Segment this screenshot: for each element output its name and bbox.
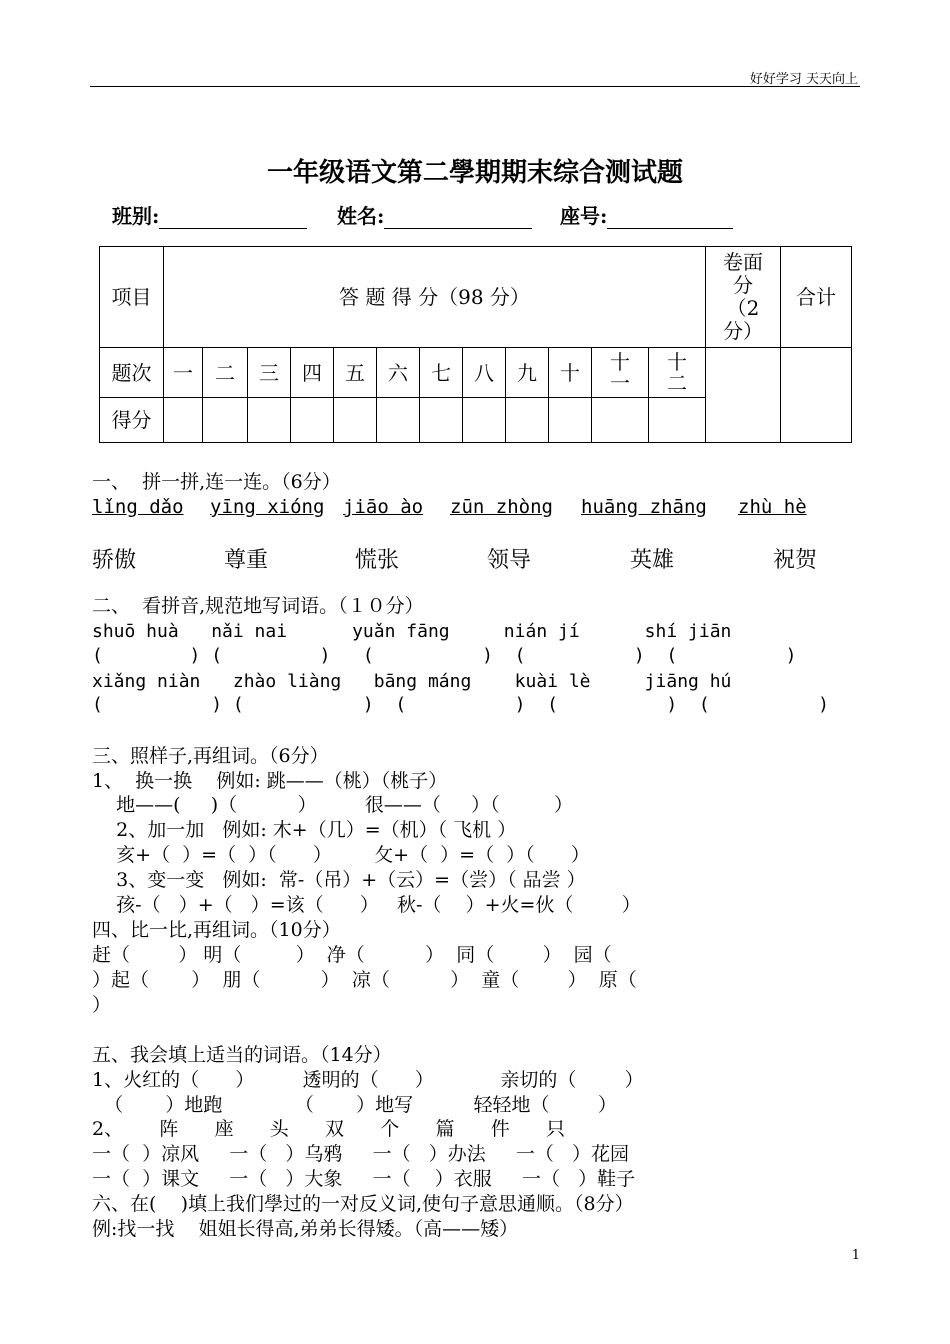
pinyin-3: jiāo ào: [343, 496, 424, 518]
section3-line[interactable]: 地——( )（ ） 很——（ ）（ ）: [92, 794, 573, 816]
question-cell: 七: [420, 348, 463, 398]
score-cell[interactable]: [334, 398, 377, 443]
section5-line[interactable]: 1、火红的（ ） 透明的（ ） 亲切的（ ）: [92, 1069, 644, 1091]
section3-heading: 三、照样子,再组词。（6分）: [92, 745, 329, 767]
pinyin-2: yīng xióng: [210, 496, 325, 518]
pinyin-5: huāng zhāng: [581, 496, 707, 518]
section2-heading: 二、 看拼音,规范地写词语。（１０分）: [92, 595, 424, 617]
score-label: 得分: [100, 398, 164, 443]
question-cell: 六: [377, 348, 420, 398]
score-cell[interactable]: [649, 398, 706, 443]
answer-score-header: 答 题 得 分（98 分）: [164, 247, 706, 348]
question-cell: 十 一: [592, 348, 649, 398]
section3-line[interactable]: 孩-（ ）+（ ）=该（ ） 秋-（ ）+火=伙（ ）: [92, 894, 641, 916]
answer-row-2[interactable]: ( ) ( ) ( ) ( ) ( ): [92, 694, 829, 715]
section3-line: 1、 换一换 例如: 跳——（桃）（桃子）: [92, 770, 448, 792]
section6-heading: 六、在( )填上我们學过的一对反义词,使句子意思通顺。（8分）: [92, 1193, 634, 1215]
word-2: 尊重: [224, 548, 269, 573]
pinyin-4: zūn zhòng: [450, 496, 553, 518]
name-label: 姓名:: [337, 204, 385, 228]
question-cell: 五: [334, 348, 377, 398]
score-cell[interactable]: [549, 398, 592, 443]
question-cell: 十: [549, 348, 592, 398]
surface-score-header: 卷面 分 （2 分）: [706, 247, 781, 348]
section4-heading: 四、比一比,再组词。（10分）: [92, 919, 341, 941]
score-cell[interactable]: [463, 398, 506, 443]
class-field: [112, 200, 307, 229]
score-table: [99, 246, 852, 443]
seat-blank[interactable]: [607, 208, 733, 229]
question-cell: 二: [203, 348, 248, 398]
score-cell[interactable]: [506, 398, 549, 443]
header-rule: [90, 86, 860, 87]
section3-line: 3、变一变 例如: 常-（吊）+（云）=（尝）（ 品尝 ）: [92, 869, 586, 891]
score-cell[interactable]: [203, 398, 248, 443]
total-score-cell[interactable]: [781, 348, 852, 443]
name-blank[interactable]: [384, 208, 532, 229]
word-4: 领导: [487, 548, 532, 573]
question-cell: 十 二: [649, 348, 706, 398]
surface-score-cell[interactable]: [706, 348, 781, 443]
section5-heading: 五、我会填上适当的词语。（14分）: [92, 1044, 392, 1066]
word-3: 慌张: [355, 548, 400, 573]
score-cell[interactable]: [420, 398, 463, 443]
pinyin-6: zhù hè: [738, 496, 807, 518]
page-number: 1: [851, 1248, 860, 1263]
word-5: 英雄: [630, 548, 675, 573]
section5-line[interactable]: （ ）地跑 （ ）地写 轻轻地（ ）: [92, 1094, 617, 1116]
pinyin-row-1: shuō huà nǎi nai yuǎn fāng nián jí shí jiān: [92, 621, 732, 642]
class-label: 班别:: [112, 204, 160, 228]
section4-line[interactable]: ）起（ ） 朋（ ） 凉（ ） 童（ ） 原（: [92, 969, 637, 991]
question-cell: 八: [463, 348, 506, 398]
class-blank[interactable]: [159, 208, 307, 229]
score-cell[interactable]: [248, 398, 291, 443]
answer-row-1[interactable]: ( ) ( ) ( ) ( ) ( ): [92, 645, 797, 666]
score-cell[interactable]: [164, 398, 203, 443]
section4-line: ）: [92, 994, 112, 1016]
section3-line: 2、加一加 例如: 木+（几）=（机）（ 飞机 ）: [92, 819, 517, 841]
score-cell[interactable]: [377, 398, 420, 443]
score-cell[interactable]: [592, 398, 649, 443]
question-cell: 九: [506, 348, 549, 398]
question-cell: 四: [291, 348, 334, 398]
question-cell: 三: [248, 348, 291, 398]
total-header: 合计: [781, 247, 852, 348]
page-title: 一年级语文第二學期期末综合测试题: [266, 158, 683, 188]
section3-line[interactable]: 亥+（ ）=（ ）（ ） 攵+（ ）=（ ）（ ）: [92, 844, 590, 866]
item-label: 项目: [100, 247, 164, 348]
section5-line[interactable]: 一（ ）课文 一（ ）大象 一（ ）衣服 一（ ）鞋子: [92, 1168, 636, 1190]
question-cell: 一: [164, 348, 203, 398]
question-label: 题次: [100, 348, 164, 398]
section5-line: 2、 阵 座 头 双 个 篇 件 只: [92, 1118, 565, 1140]
header-slogan: 好好学习 天天向上: [749, 72, 858, 87]
score-cell[interactable]: [291, 398, 334, 443]
pinyin-1: lǐng dǎo: [92, 496, 184, 518]
section6-example: 例:找一找 姐姐长得高,弟弟长得矮。（高——矮）: [92, 1218, 519, 1240]
name-field: [337, 200, 532, 229]
pinyin-row-2: xiǎng niàn zhào liàng bāng máng kuài lè jiāng hú: [92, 671, 732, 692]
seat-field: [560, 200, 733, 229]
section1-heading: 一、 拼一拼,连一连。（6分）: [92, 471, 341, 493]
seat-label: 座号:: [560, 204, 608, 228]
section5-line[interactable]: 一（ ）凉风 一（ ）乌鸦 一（ ）办法 一（ ）花园: [92, 1143, 630, 1165]
word-1: 骄傲: [92, 548, 137, 573]
word-6: 祝贺: [773, 548, 818, 573]
section4-line[interactable]: 赶（ ） 明（ ） 净（ ） 同（ ） 园（: [92, 944, 612, 966]
